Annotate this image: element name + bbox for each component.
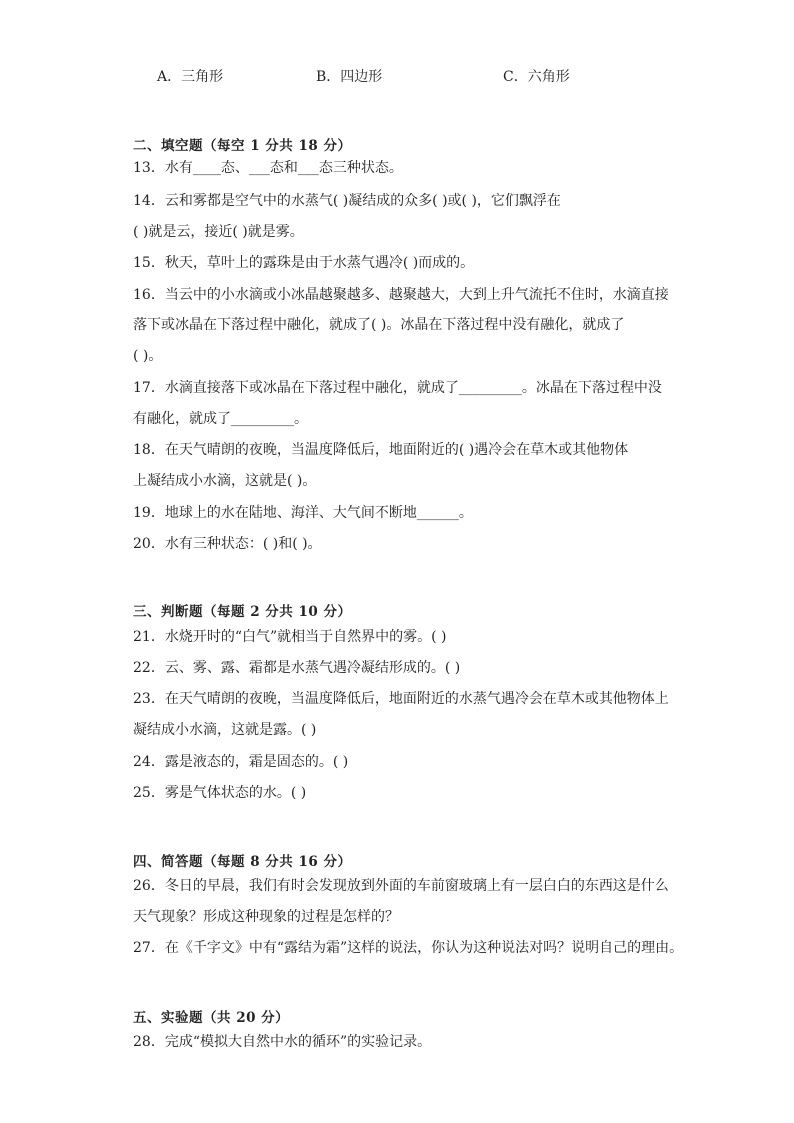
section-title-fill: 二、填空题（每空 1 分共 18 分） bbox=[133, 138, 352, 154]
choice-options bbox=[0, 66, 794, 88]
question-line: 16．当云中的小水滴或小冰晶越聚越多、越聚越大，大到上升气流托不住时，水滴直接 bbox=[133, 287, 669, 303]
question-line: 天气现象？形成这种现象的过程是怎样的？ bbox=[133, 909, 399, 925]
question-line: 13．水有____态、___态和___态三种状态。 bbox=[133, 160, 403, 176]
question-line: 凝结成小水滴，这就是露。( ) bbox=[133, 722, 317, 738]
question-line: 26．冬日的早晨，我们有时会发现放到外面的车前窗玻璃上有一层白白的东西这是什么 bbox=[133, 878, 669, 894]
question-line: 15．秋天，草叶上的露珠是由于水蒸气遇冷( )而成的。 bbox=[133, 255, 475, 271]
question-line: 21．水烧开时的“白气”就相当于自然界中的雾。( ) bbox=[133, 629, 447, 645]
question-line: 28．完成“模拟大自然中水的循环”的实验记录。 bbox=[133, 1034, 432, 1050]
question-line: 落下或冰晶在下落过程中融化，就成了( )。冰晶在下落过程中没有融化，就成了 bbox=[133, 317, 625, 333]
option-a: A．三角形 bbox=[157, 69, 224, 85]
option-b: B．四边形 bbox=[316, 69, 383, 85]
option-c: C．六角形 bbox=[503, 69, 570, 85]
question-line: 有融化，就成了_________。 bbox=[133, 411, 308, 427]
question-line: 20．水有三种状态：( )和( )。 bbox=[133, 536, 322, 552]
question-line: ( )。 bbox=[133, 348, 163, 364]
section-title-judge: 三、判断题（每题 2 分共 10 分） bbox=[133, 604, 352, 620]
question-line: 25．雾是气体状态的水。( ) bbox=[133, 785, 307, 801]
question-line: 27．在《千字文》中有“露结为霜”这样的说法，你认为这种说法对吗？说明自己的理由。 bbox=[133, 940, 684, 956]
question-line: 14．云和雾都是空气中的水蒸气( )凝结成的众多( )或( )，它们飘浮在 bbox=[133, 193, 561, 209]
question-line: 18．在天气晴朗的夜晚，当温度降低后，地面附近的( )遇冷会在草木或其他物体 bbox=[133, 442, 629, 458]
section-title-short: 四、简答题（每题 8 分共 16 分） bbox=[133, 854, 352, 870]
question-line: 19．地球上的水在陆地、海洋、大气间不断地______。 bbox=[133, 505, 473, 521]
question-line: 23．在天气晴朗的夜晚，当温度降低后，地面附近的水蒸气遇冷会在草木或其他物体上 bbox=[133, 691, 669, 707]
question-line: ( )就是云，接近( )就是雾。 bbox=[133, 224, 304, 240]
question-line: 上凝结成小水滴，这就是( )。 bbox=[133, 473, 317, 489]
question-line: 22．云、雾、露、霜都是水蒸气遇冷凝结形成的。( ) bbox=[133, 660, 461, 676]
question-line: 24．露是液态的，霜是固态的。( ) bbox=[133, 754, 349, 770]
question-line: 17．水滴直接落下或冰晶在下落过程中融化，就成了_________。冰晶在下落过程中没 bbox=[133, 380, 662, 396]
section-title-exp: 五、实验题（共 20 分） bbox=[133, 1010, 290, 1026]
